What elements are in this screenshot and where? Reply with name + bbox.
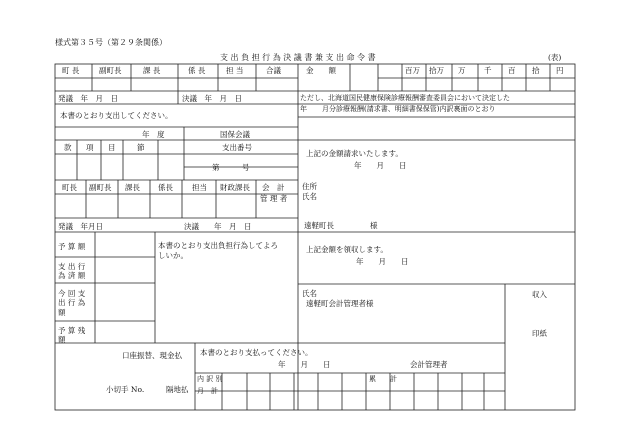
approver-section: 課 長 (143, 66, 161, 75)
header-kou: 項 (86, 143, 94, 152)
mid-approver-finance: 財政課長 (220, 183, 250, 192)
receipt-name: 氏名 (302, 289, 317, 298)
spent-amount-label: 支 出 行 為 済 額 (58, 262, 86, 281)
unit-ten: 拾 (532, 66, 540, 75)
stamp-label-2: 印紙 (532, 329, 547, 338)
approver-staff: 担 当 (226, 66, 244, 75)
claim-name: 氏名 (302, 192, 317, 201)
unit-ten-thousand: 万 (458, 66, 466, 75)
budget-confirm-2: しいか。 (158, 251, 188, 260)
mid-approver-staff: 担当 (192, 183, 207, 192)
side-label: (表) (548, 53, 562, 62)
breakdown-label-1: 内 訳 別 (197, 375, 223, 383)
approver-council: 合議 (266, 66, 281, 75)
check-number: 小切手 No. (106, 385, 145, 394)
budget-confirm-1: 本書のとおり支出負担行為してよろ (158, 241, 278, 250)
unit-hundred: 百 (508, 66, 516, 75)
unit-hundred-thousand: 拾万 (429, 66, 444, 75)
mid-hatsugi-date: 発議 年月日 (58, 222, 103, 231)
approver-vice: 副町長 (99, 66, 122, 75)
receipt-text: 上記金額を領収します。 (306, 245, 388, 254)
form-title: 支 出 負 担 行 為 決 議 書 兼 支 出 命 令 書 (220, 53, 376, 62)
claim-date: 年 月 日 (354, 161, 407, 170)
remaining-amount-label: 予 算 残 額 (58, 326, 86, 345)
mid-ketsugi-date: 決議 年 月 日 (184, 222, 252, 231)
header-moku: 目 (108, 143, 116, 152)
form-number: 様式第３５号（第２９条関係） (55, 38, 167, 47)
note-line-2: 月分診療報酬(請求書、明細書保保管)内訳裏面のとおり (322, 105, 496, 113)
pay-instruction: 本書のとおり支出してください。 (60, 111, 173, 120)
stamp-label-1: 収入 (532, 290, 547, 299)
accounting-manager: 会計管理者 (410, 360, 448, 369)
claim-address: 住所 (302, 182, 317, 191)
header-setsu: 節 (137, 143, 145, 152)
disburse-text: 本書のとおり支払ってください。 (200, 348, 313, 357)
receipt-to: 遠軽町会計管理者様 (306, 299, 374, 308)
hatsugi-date: 発議 年 月 日 (58, 94, 118, 103)
ketsugi-date: 決議 年 月 日 (182, 94, 242, 103)
claim-to: 遠軽町長 (304, 221, 334, 230)
header-payment-no: 支出番号 (222, 143, 252, 152)
unit-yen: 円 (556, 66, 564, 75)
mid-approver-subsection: 係長 (158, 183, 173, 192)
unit-million: 百万 (405, 66, 420, 75)
note-line-2-prefix: 年 (300, 105, 307, 113)
breakdown-label-2: 月 計 (197, 387, 218, 395)
mid-approver-accounting: 会 計 (262, 183, 285, 192)
cumulative-label: 累 計 (369, 375, 397, 383)
note-line-1: ただし、北海道国民健康保険診療報酬審査委員会において決定した (300, 94, 510, 102)
remote-payment: 隔地払 (166, 385, 189, 394)
fiscal-year: 年 度 (142, 130, 165, 139)
receipt-date: 年 月 日 (356, 257, 409, 266)
budget-amount-label: 予 算 額 (58, 242, 86, 251)
mid-approver-vice: 副町長 (89, 183, 112, 192)
mid-approver-manager: 管 理 者 (260, 194, 288, 203)
account-name: 国保会議 (220, 130, 250, 139)
payment-method: 口座振替、現金払 (122, 351, 182, 360)
mid-approver-chief: 町長 (62, 183, 77, 192)
mid-approver-section: 課長 (125, 183, 140, 192)
unit-thousand: 千 (484, 66, 492, 75)
header-kan: 款 (64, 143, 72, 152)
number-row: 第 号 (212, 163, 250, 172)
approver-chief: 町 長 (62, 66, 80, 75)
amount-label: 金 額 (306, 66, 336, 75)
claim-sama: 様 (370, 221, 378, 230)
current-amount-label: 今 回 支 出 行 為 額 (58, 289, 86, 317)
disburse-date: 年 月 日 (278, 360, 331, 369)
approver-subsection: 係 長 (188, 66, 206, 75)
claim-text: 上記の金額請求いたします。 (306, 149, 403, 158)
